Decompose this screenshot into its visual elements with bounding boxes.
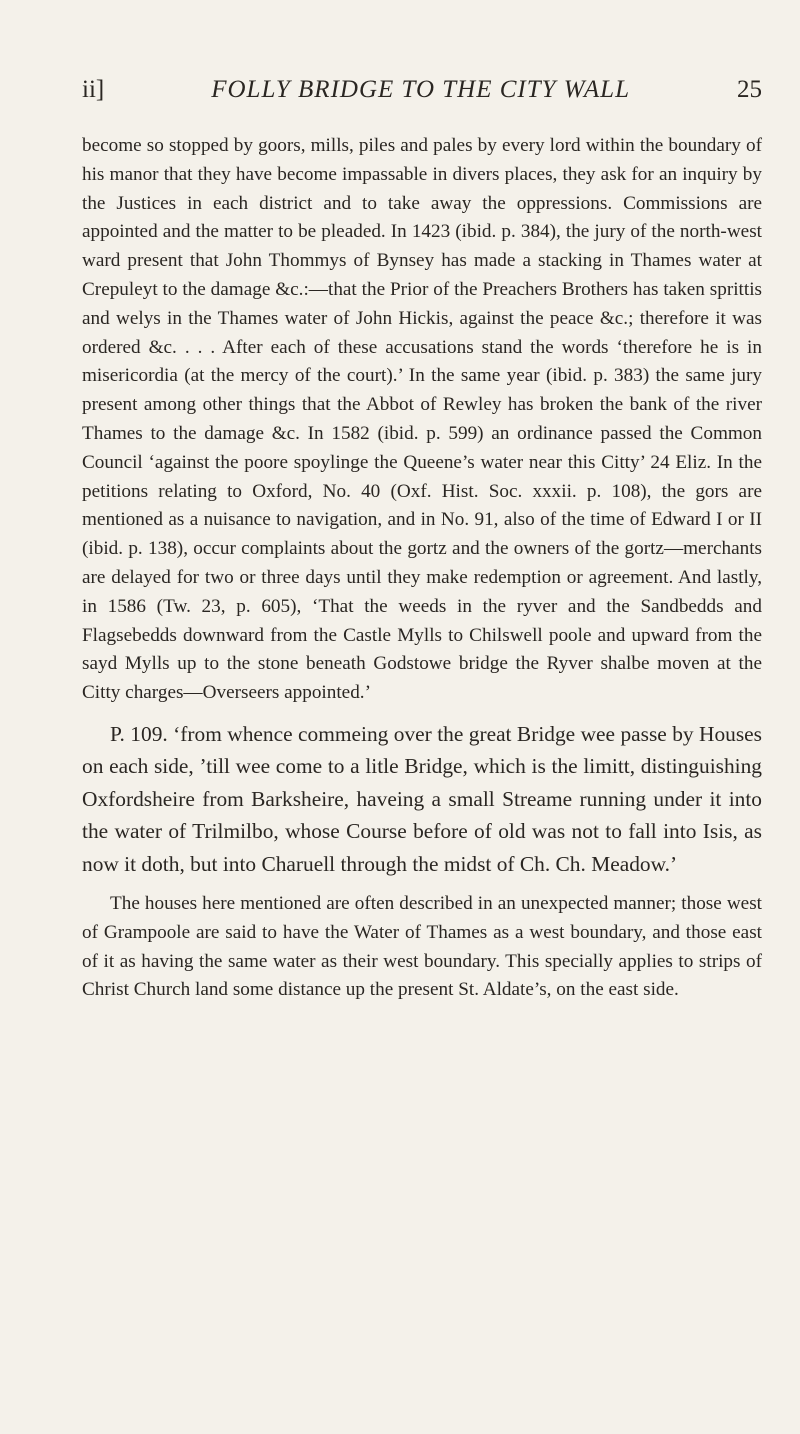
page-body — [82, 132, 762, 1005]
paragraph-houses: The houses here mentioned are often described in an unexpected manner; those west of Grampoole are said to have the Water of Thames as a west boundary, and those east of it as having the same water as their west boundary. This specially applies to strips of Christ Church land some distance up the present St. Aldate’s, on the east side. — [82, 892, 762, 1001]
page-number: 25 — [736, 76, 762, 103]
running-title: FOLLY BRIDGE TO THE CITY WALL — [211, 76, 630, 103]
chapter-marker: ii] — [82, 76, 105, 103]
paragraph-jury-records: become so stopped by goors, mills, piles and pales by every lord within the boundary of his manor that they have become impassable in divers places, they ask for an inquiry by the Justices in each district and to take away the oppressions. Commissions are appointed and the matter to be pleaded. In 1423 (ibid. p. 384), the jury of the north-west ward present that John Thommys of Bynsey has made a stacking in Thames water at Crepuleyt to the damage &c.:—that the Prior of the Preachers Brothers has taken sprittis and welys in the Thames water of John Hickis, against the peace &c.; therefore it was ordered &c. . . . After each of these accusations stand the words ‘therefore he is in misericordia (at the mercy of the court).’ In the same year (ibid. p. 383) the same jury present among other things that the Abbot of Rewley has broken the bank of the river Thames to the damage &c. In 1582 (ibid. p. 599) an ordinance passed the Common Council ‘against the poore spoylinge the Queene’s water near this Citty’ 24 Eliz. In the petitions relating to Oxford, No. 40 (Oxf. Hist. Soc. xxxii. p. 108), the gors are mentioned as a nuisance to navigation, and in No. 91, also of the time of Edward I or II (ibid. p. 138), occur complaints about the gortz and the owners of the gortz—merchants are delayed for two or three days until they make redemption or agreement. And lastly, in 1586 (Tw. 23, p. 605), ‘That the weeds in the ryver and the Sandbedds and Flagsebedds downward from the Castle Mylls to Chilswell poole and upward from the sayd Mylls up to the stone beneath Godstowe bridge the Ryver shalbe moven at the Citty charges—Overseers appointed.’ — [82, 135, 762, 704]
running-header — [82, 76, 762, 112]
paragraph-quotation: P. 109. ‘from whence commeing over the great Bridge wee passe by Houses on each side, ’till wee come to a litle Bridge, which is the limitt, distinguishing Oxfordsheire from Barksheire, haveing a small Streame running under it into the water of Trilmilbo, whose Course before of old was not to fall into Isis, as now it doth, but into Charuell through the midst of Ch. Ch. Meadow.’ — [82, 721, 762, 876]
